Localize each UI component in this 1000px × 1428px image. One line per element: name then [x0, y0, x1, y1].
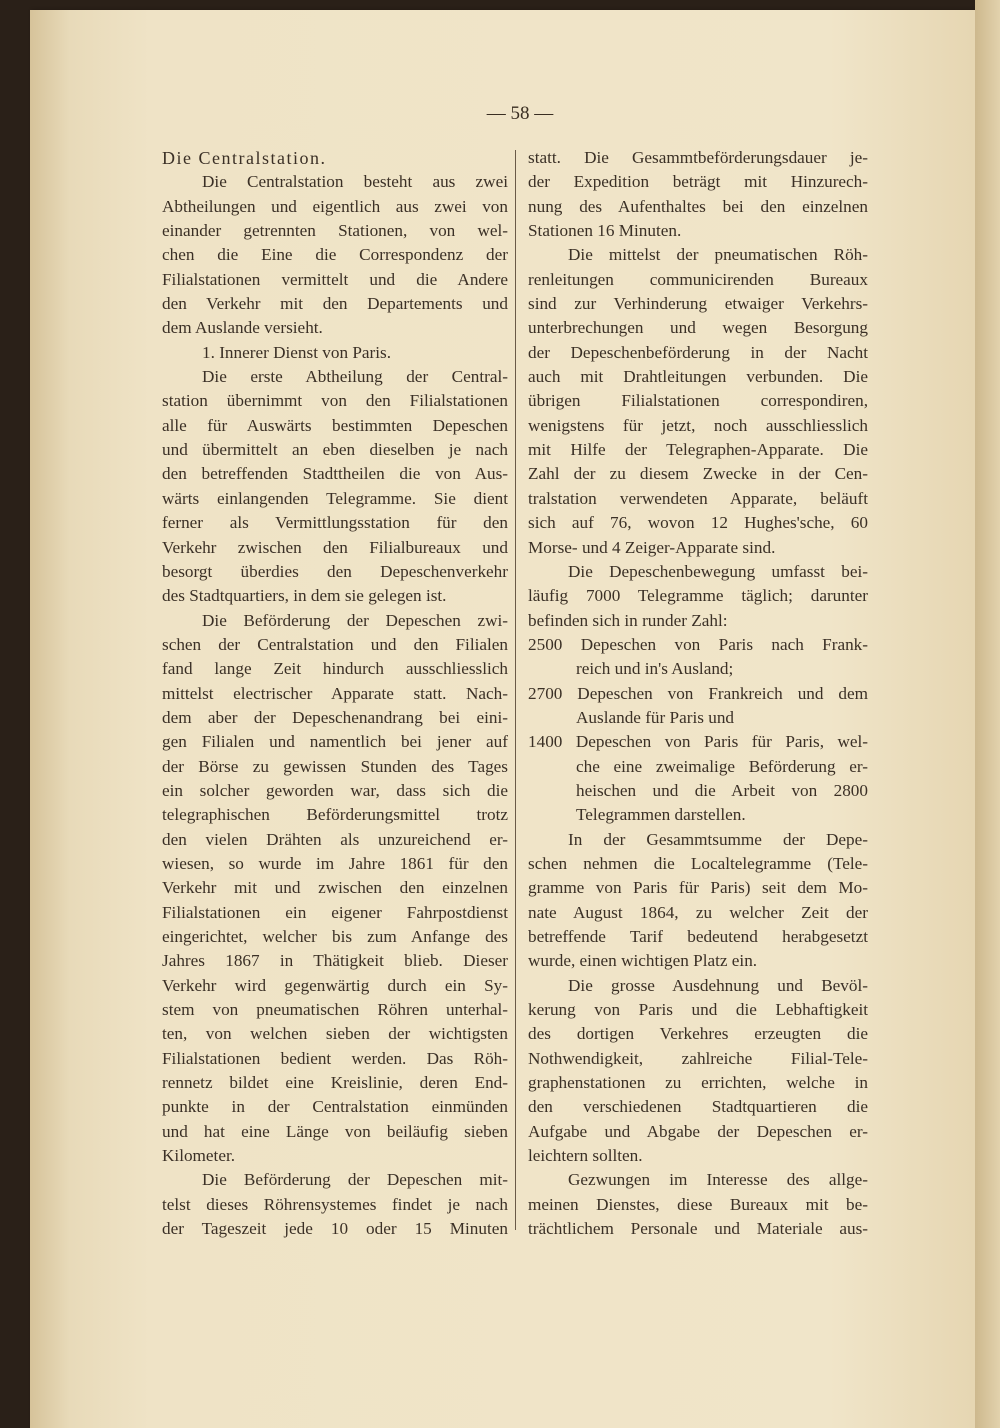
paragraph [528, 974, 868, 1169]
text-line: dem Auslande versieht. [162, 318, 323, 338]
text-line: In der Gesammtsumme der Depe- [568, 829, 868, 849]
text-line: meinen Dienstes, diese Bureaux mit be- [528, 1194, 868, 1214]
text-line: Jahres 1867 in Thätigkeit blieb. Dieser [162, 951, 508, 971]
list-item [528, 682, 868, 731]
text-line: telegraphischen Beförderungsmittel trotz [162, 805, 508, 825]
list-item [528, 730, 868, 827]
text-line: kerung von Paris und die Lebhaftigkeit [528, 1000, 868, 1020]
text-line: che eine zweimalige Beförderung er- [576, 756, 868, 776]
text-line: Morse- und 4 Zeiger-Apparate sind. [528, 537, 776, 557]
paragraph [162, 1168, 508, 1241]
page-number: — 58 — [486, 103, 554, 124]
text-line: übrigen Filialstationen correspondiren, [528, 391, 868, 411]
text-line: und hat eine Länge von beiläufig sieben [162, 1121, 508, 1141]
text-line: mittelst electrischer Apparate statt. Nach- [162, 683, 508, 703]
text-line: besorgt überdies den Depeschenverkehr [162, 561, 508, 581]
text-line: 2500 Depeschen von Paris nach Frank- [528, 634, 868, 654]
text-line: ferner als Vermittlungsstation für den [162, 513, 508, 533]
list-item [528, 633, 868, 682]
text-line: wiesen, so wurde im Jahre 1861 für den [162, 853, 508, 873]
text-line: Filialstationen vermittelt und die Andere [162, 269, 508, 289]
text-line: den betreffenden Stadttheilen die von Aus- [162, 464, 508, 484]
text-line: Verkehr mit und zwischen den einzelnen [162, 878, 508, 898]
text-line: des dortigen Verkehres erzeugten die [528, 1024, 868, 1044]
text-line: Abtheilungen und eigentlich aus zwei von [162, 196, 508, 216]
text-line: Filialstationen ein eigener Fahrpostdienst [162, 902, 508, 922]
text-line: punkte in der Centralstation einmünden [162, 1097, 508, 1117]
text-line: der Tageszeit jede 10 oder 15 Minuten [162, 1219, 508, 1239]
text-line: mit Hilfe der Telegraphen-Apparate. Die [528, 440, 868, 460]
text-line: tralstation verwendeten Apparate, beläuft [528, 488, 868, 508]
text-line: Die Beförderung der Depeschen zwi- [202, 610, 508, 630]
text-line: heischen und die Arbeit von 2800 [576, 780, 868, 800]
paragraph [528, 146, 868, 243]
text-line: gen Filialen und namentlich bei jener auf [162, 732, 508, 752]
text-line: telst dieses Röhrensystemes findet je nach [162, 1194, 508, 1214]
text-line: der Depeschenbeförderung in der Nacht [528, 342, 868, 362]
text-line: renleitungen communicirenden Bureaux [528, 269, 868, 289]
text-line: gramme von Paris für Paris) seit dem Mo- [528, 878, 868, 898]
text-line: ein solcher geworden war, dass sich die [162, 780, 508, 800]
text-line: schen der Centralstation und den Filialen [162, 634, 508, 654]
text-line: Kilometer. [162, 1146, 236, 1166]
text-line: Die Centralstation. [162, 148, 327, 168]
text-line: schen nehmen die Localtelegramme (Tele- [528, 853, 868, 873]
text-line: stem von pneumatischen Röhren unterhal- [162, 1000, 508, 1020]
paragraph [162, 341, 508, 365]
paragraph [162, 170, 508, 340]
text-line: alle für Auswärts bestimmten Depeschen [162, 415, 508, 435]
text-line: der Börse zu gewissen Stunden des Tages [162, 756, 508, 776]
text-line: Stationen 16 Minuten. [528, 221, 682, 241]
paragraph [528, 243, 868, 559]
text-line: betreffende Tarif bedeutend herabgesetzt [528, 927, 868, 946]
text-line: Nothwendigkeit, zahlreiche Filial-Tele- [528, 1048, 868, 1068]
text-line: Filialstationen bedient werden. Das Röh- [162, 1048, 508, 1068]
text-line: sind zur Verhinderung etwaiger Verkehrs- [528, 294, 868, 314]
text-line: den Verkehr mit den Departements und [162, 294, 508, 314]
text-line: Auslande für Paris und [576, 707, 735, 727]
text-line: reich und in's Ausland; [576, 659, 734, 679]
text-line: trächtlichem Personale und Materiale aus- [528, 1219, 868, 1239]
text-line: befinden sich in runder Zahl: [528, 610, 728, 630]
text-line: rennetz bildet eine Kreislinie, deren End- [162, 1073, 508, 1093]
text-line: einander getrennten Stationen, von wel- [162, 221, 508, 241]
next-page-edge [975, 0, 1000, 1428]
text-line: und übermittelt an eben dieselben je nach [162, 440, 508, 460]
text-line: Verkehr zwischen den Filialbureaux und [162, 537, 508, 557]
text-line: Aufgabe und Abgabe der Depeschen er- [528, 1121, 868, 1141]
text-line: fand lange Zeit hindurch ausschliesslich [162, 659, 508, 679]
text-line: 1400 Depeschen von Paris für Paris, wel- [528, 732, 868, 752]
text-line: auch mit Drahtleitungen verbunden. Die [528, 367, 868, 387]
text-line: wenigstens für jetzt, noch ausschliesslich [528, 415, 868, 435]
text-line: Die Beförderung der Depeschen mit- [202, 1170, 508, 1190]
text-line: dem aber der Depeschenandrang bei eini- [162, 707, 508, 727]
text-line: den vielen Drähten als unzureichend er- [162, 829, 508, 849]
text-line: Gezwungen im Interesse des allge- [568, 1170, 868, 1190]
left-column [162, 146, 508, 1241]
text-line: läufig 7000 Telegramme täglich; darunter [528, 586, 868, 606]
text-line: Die grosse Ausdehnung und Bevöl- [568, 975, 868, 995]
text-line: station übernimmt von den Filialstationen [162, 391, 508, 411]
text-line: unterbrechungen und wegen Besorgung [528, 318, 868, 338]
text-line: ten, von welchen sieben der wichtigsten [162, 1024, 508, 1044]
text-line: eingerichtet, welcher bis zum Anfange des [162, 927, 508, 946]
text-line: nate August 1864, zu welcher Zeit der [528, 902, 868, 922]
text-line: Die Depeschenbewegung umfasst bei- [568, 561, 868, 581]
text-line: Die mittelst der pneumatischen Röh- [568, 245, 868, 265]
text-line: Die erste Abtheilung der Central- [202, 367, 508, 387]
text-line: des Stadtquartiers, in dem sie gelegen ist. [162, 586, 447, 606]
column-divider [515, 150, 516, 1230]
text-line: 1. Innerer Dienst von Paris. [202, 342, 392, 362]
paragraph [162, 609, 508, 1169]
text-line: Telegrammen darstellen. [576, 805, 746, 825]
text-line: wärts einlangenden Telegramme. Sie dient [162, 488, 508, 508]
text-line: den verschiedenen Stadtquartieren die [528, 1097, 868, 1117]
paragraph [528, 560, 868, 633]
text-line: leichtern sollten. [528, 1146, 643, 1166]
paragraph [162, 365, 508, 608]
text-line: Verkehr wird gegenwärtig durch ein Sy- [162, 975, 508, 995]
text-line: wurde, einen wichtigen Platz ein. [528, 951, 758, 971]
paragraph [528, 1168, 868, 1241]
text-line: Zahl der zu diesem Zwecke in der Cen- [528, 464, 868, 484]
section-title [162, 146, 508, 170]
text-line: statt. Die Gesammtbeförderungsdauer je- [528, 148, 868, 167]
right-column [528, 146, 868, 1241]
text-line: der Expedition beträgt mit Hinzurech- [528, 172, 868, 192]
text-line: nung des Aufenthaltes bei den einzelnen [528, 196, 868, 216]
text-line: sich auf 76, wovon 12 Hughes'sche, 60 [528, 513, 868, 533]
text-line: graphenstationen zu errichten, welche in [528, 1073, 868, 1093]
text-line: 2700 Depeschen von Frankreich und dem [528, 683, 868, 703]
text-line: chen die Eine die Correspondenz der [162, 245, 508, 265]
text-line: Die Centralstation besteht aus zwei [202, 172, 508, 192]
paragraph [528, 828, 868, 974]
